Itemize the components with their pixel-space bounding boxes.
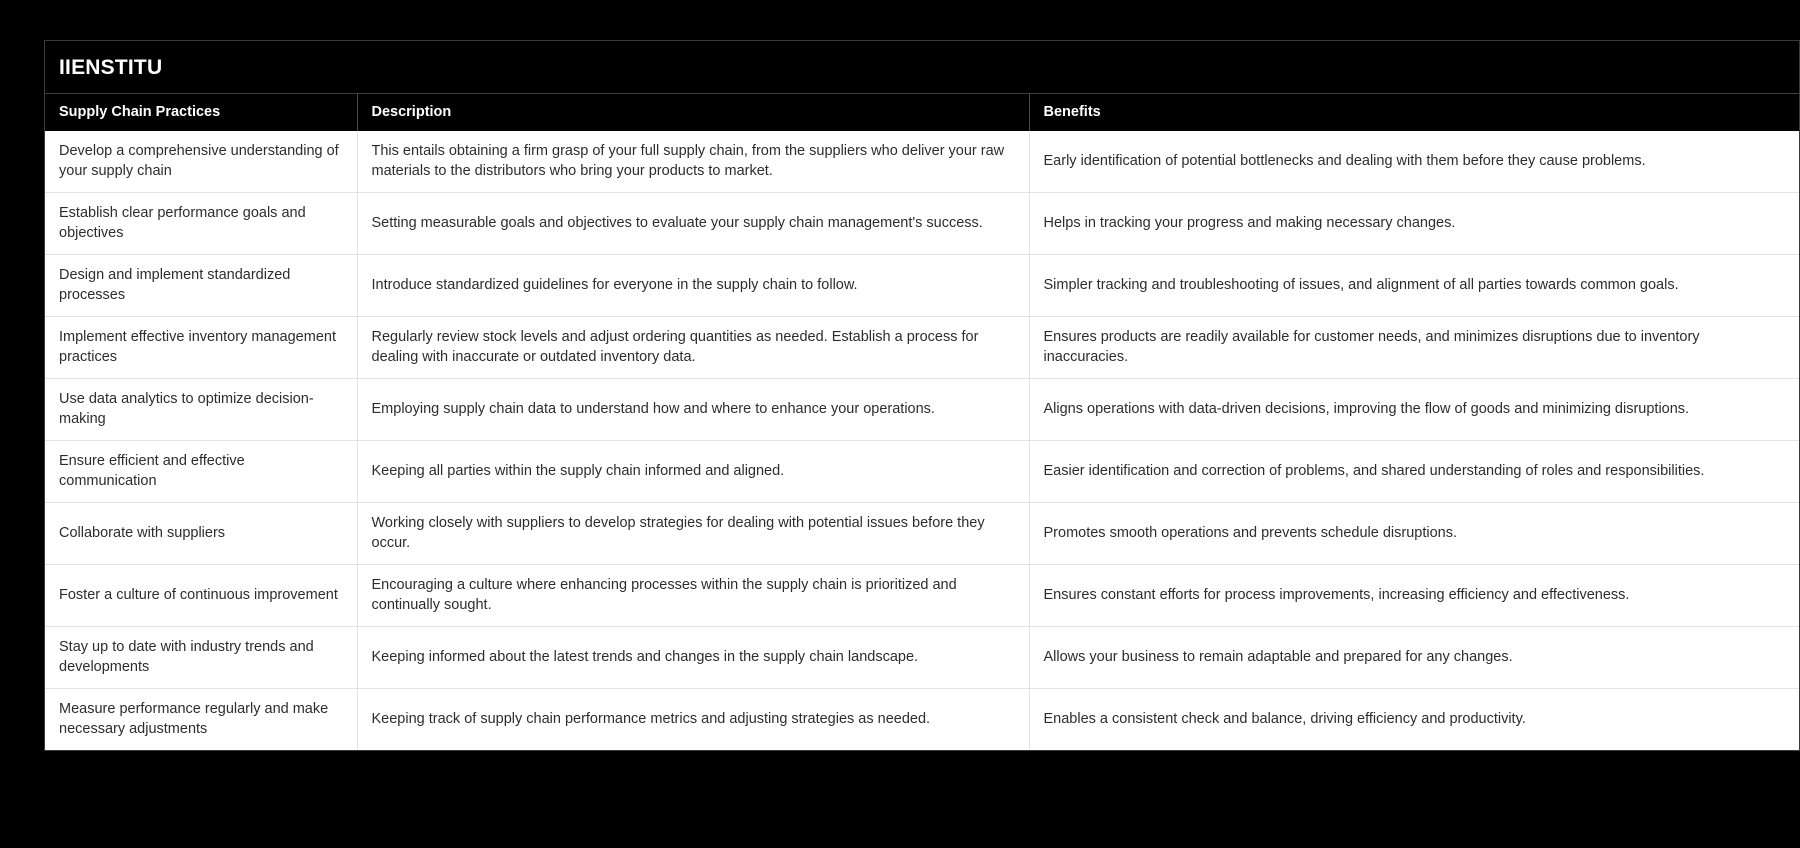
cell-benefit: Helps in tracking your progress and making necessary changes. bbox=[1029, 193, 1800, 255]
cell-practice: Use data analytics to optimize decision-making bbox=[45, 379, 357, 441]
cell-benefit: Aligns operations with data-driven decisions, improving the flow of goods and minimizing disruptions. bbox=[1029, 379, 1800, 441]
cell-benefit: Allows your business to remain adaptable and prepared for any changes. bbox=[1029, 627, 1800, 689]
cell-practice: Collaborate with suppliers bbox=[45, 503, 357, 565]
column-header-description[interactable]: Description bbox=[357, 94, 1029, 131]
cell-practice: Establish clear performance goals and objectives bbox=[45, 193, 357, 255]
cell-practice: Design and implement standardized processes bbox=[45, 255, 357, 317]
cell-benefit: Ensures constant efforts for process improvements, increasing efficiency and effectiveness. bbox=[1029, 565, 1800, 627]
table-row bbox=[45, 565, 1800, 627]
cell-practice: Stay up to date with industry trends and developments bbox=[45, 627, 357, 689]
table-row bbox=[45, 441, 1800, 503]
cell-description: Keeping track of supply chain performance metrics and adjusting strategies as needed. bbox=[357, 689, 1029, 751]
cell-description: Keeping all parties within the supply chain informed and aligned. bbox=[357, 441, 1029, 503]
cell-practice: Ensure efficient and effective communication bbox=[45, 441, 357, 503]
cell-description: This entails obtaining a firm grasp of your full supply chain, from the suppliers who deliver your raw materials to the distributors who bring your products to market. bbox=[357, 131, 1029, 193]
brand-logo: IIENSTITU bbox=[59, 55, 163, 79]
table-row bbox=[45, 689, 1800, 751]
cell-benefit: Easier identification and correction of problems, and shared understanding of roles and responsibilities. bbox=[1029, 441, 1800, 503]
brand-bar bbox=[45, 41, 1799, 94]
table-row bbox=[45, 627, 1800, 689]
table-body bbox=[45, 131, 1800, 750]
table-header-row bbox=[45, 94, 1800, 131]
table-row bbox=[45, 131, 1800, 193]
cell-benefit: Early identification of potential bottlenecks and dealing with them before they cause problems. bbox=[1029, 131, 1800, 193]
supply-chain-practices-table bbox=[45, 94, 1800, 750]
cell-benefit: Simpler tracking and troubleshooting of issues, and alignment of all parties towards common goals. bbox=[1029, 255, 1800, 317]
cell-description: Employing supply chain data to understand how and where to enhance your operations. bbox=[357, 379, 1029, 441]
cell-benefit: Enables a consistent check and balance, driving efficiency and productivity. bbox=[1029, 689, 1800, 751]
cell-description: Encouraging a culture where enhancing processes within the supply chain is prioritized and continually sought. bbox=[357, 565, 1029, 627]
cell-description: Keeping informed about the latest trends and changes in the supply chain landscape. bbox=[357, 627, 1029, 689]
cell-practice: Implement effective inventory management practices bbox=[45, 317, 357, 379]
column-header-benefits[interactable]: Benefits bbox=[1029, 94, 1800, 131]
table-row bbox=[45, 503, 1800, 565]
table-row bbox=[45, 317, 1800, 379]
cell-practice: Measure performance regularly and make necessary adjustments bbox=[45, 689, 357, 751]
cell-practice: Develop a comprehensive understanding of your supply chain bbox=[45, 131, 357, 193]
cell-benefit: Ensures products are readily available for customer needs, and minimizes disruptions due to inventory inaccuracies. bbox=[1029, 317, 1800, 379]
cell-description: Setting measurable goals and objectives to evaluate your supply chain management's success. bbox=[357, 193, 1029, 255]
table-row bbox=[45, 255, 1800, 317]
cell-description: Regularly review stock levels and adjust ordering quantities as needed. Establish a process for dealing with inaccurate or outdated inventory data. bbox=[357, 317, 1029, 379]
cell-description: Introduce standardized guidelines for everyone in the supply chain to follow. bbox=[357, 255, 1029, 317]
table-header bbox=[45, 94, 1800, 131]
cell-description: Working closely with suppliers to develop strategies for dealing with potential issues before they occur. bbox=[357, 503, 1029, 565]
table-row bbox=[45, 379, 1800, 441]
cell-benefit: Promotes smooth operations and prevents schedule disruptions. bbox=[1029, 503, 1800, 565]
column-header-practice[interactable]: Supply Chain Practices bbox=[45, 94, 357, 131]
table-row bbox=[45, 193, 1800, 255]
supply-chain-practices-card bbox=[44, 40, 1800, 751]
cell-practice: Foster a culture of continuous improvement bbox=[45, 565, 357, 627]
